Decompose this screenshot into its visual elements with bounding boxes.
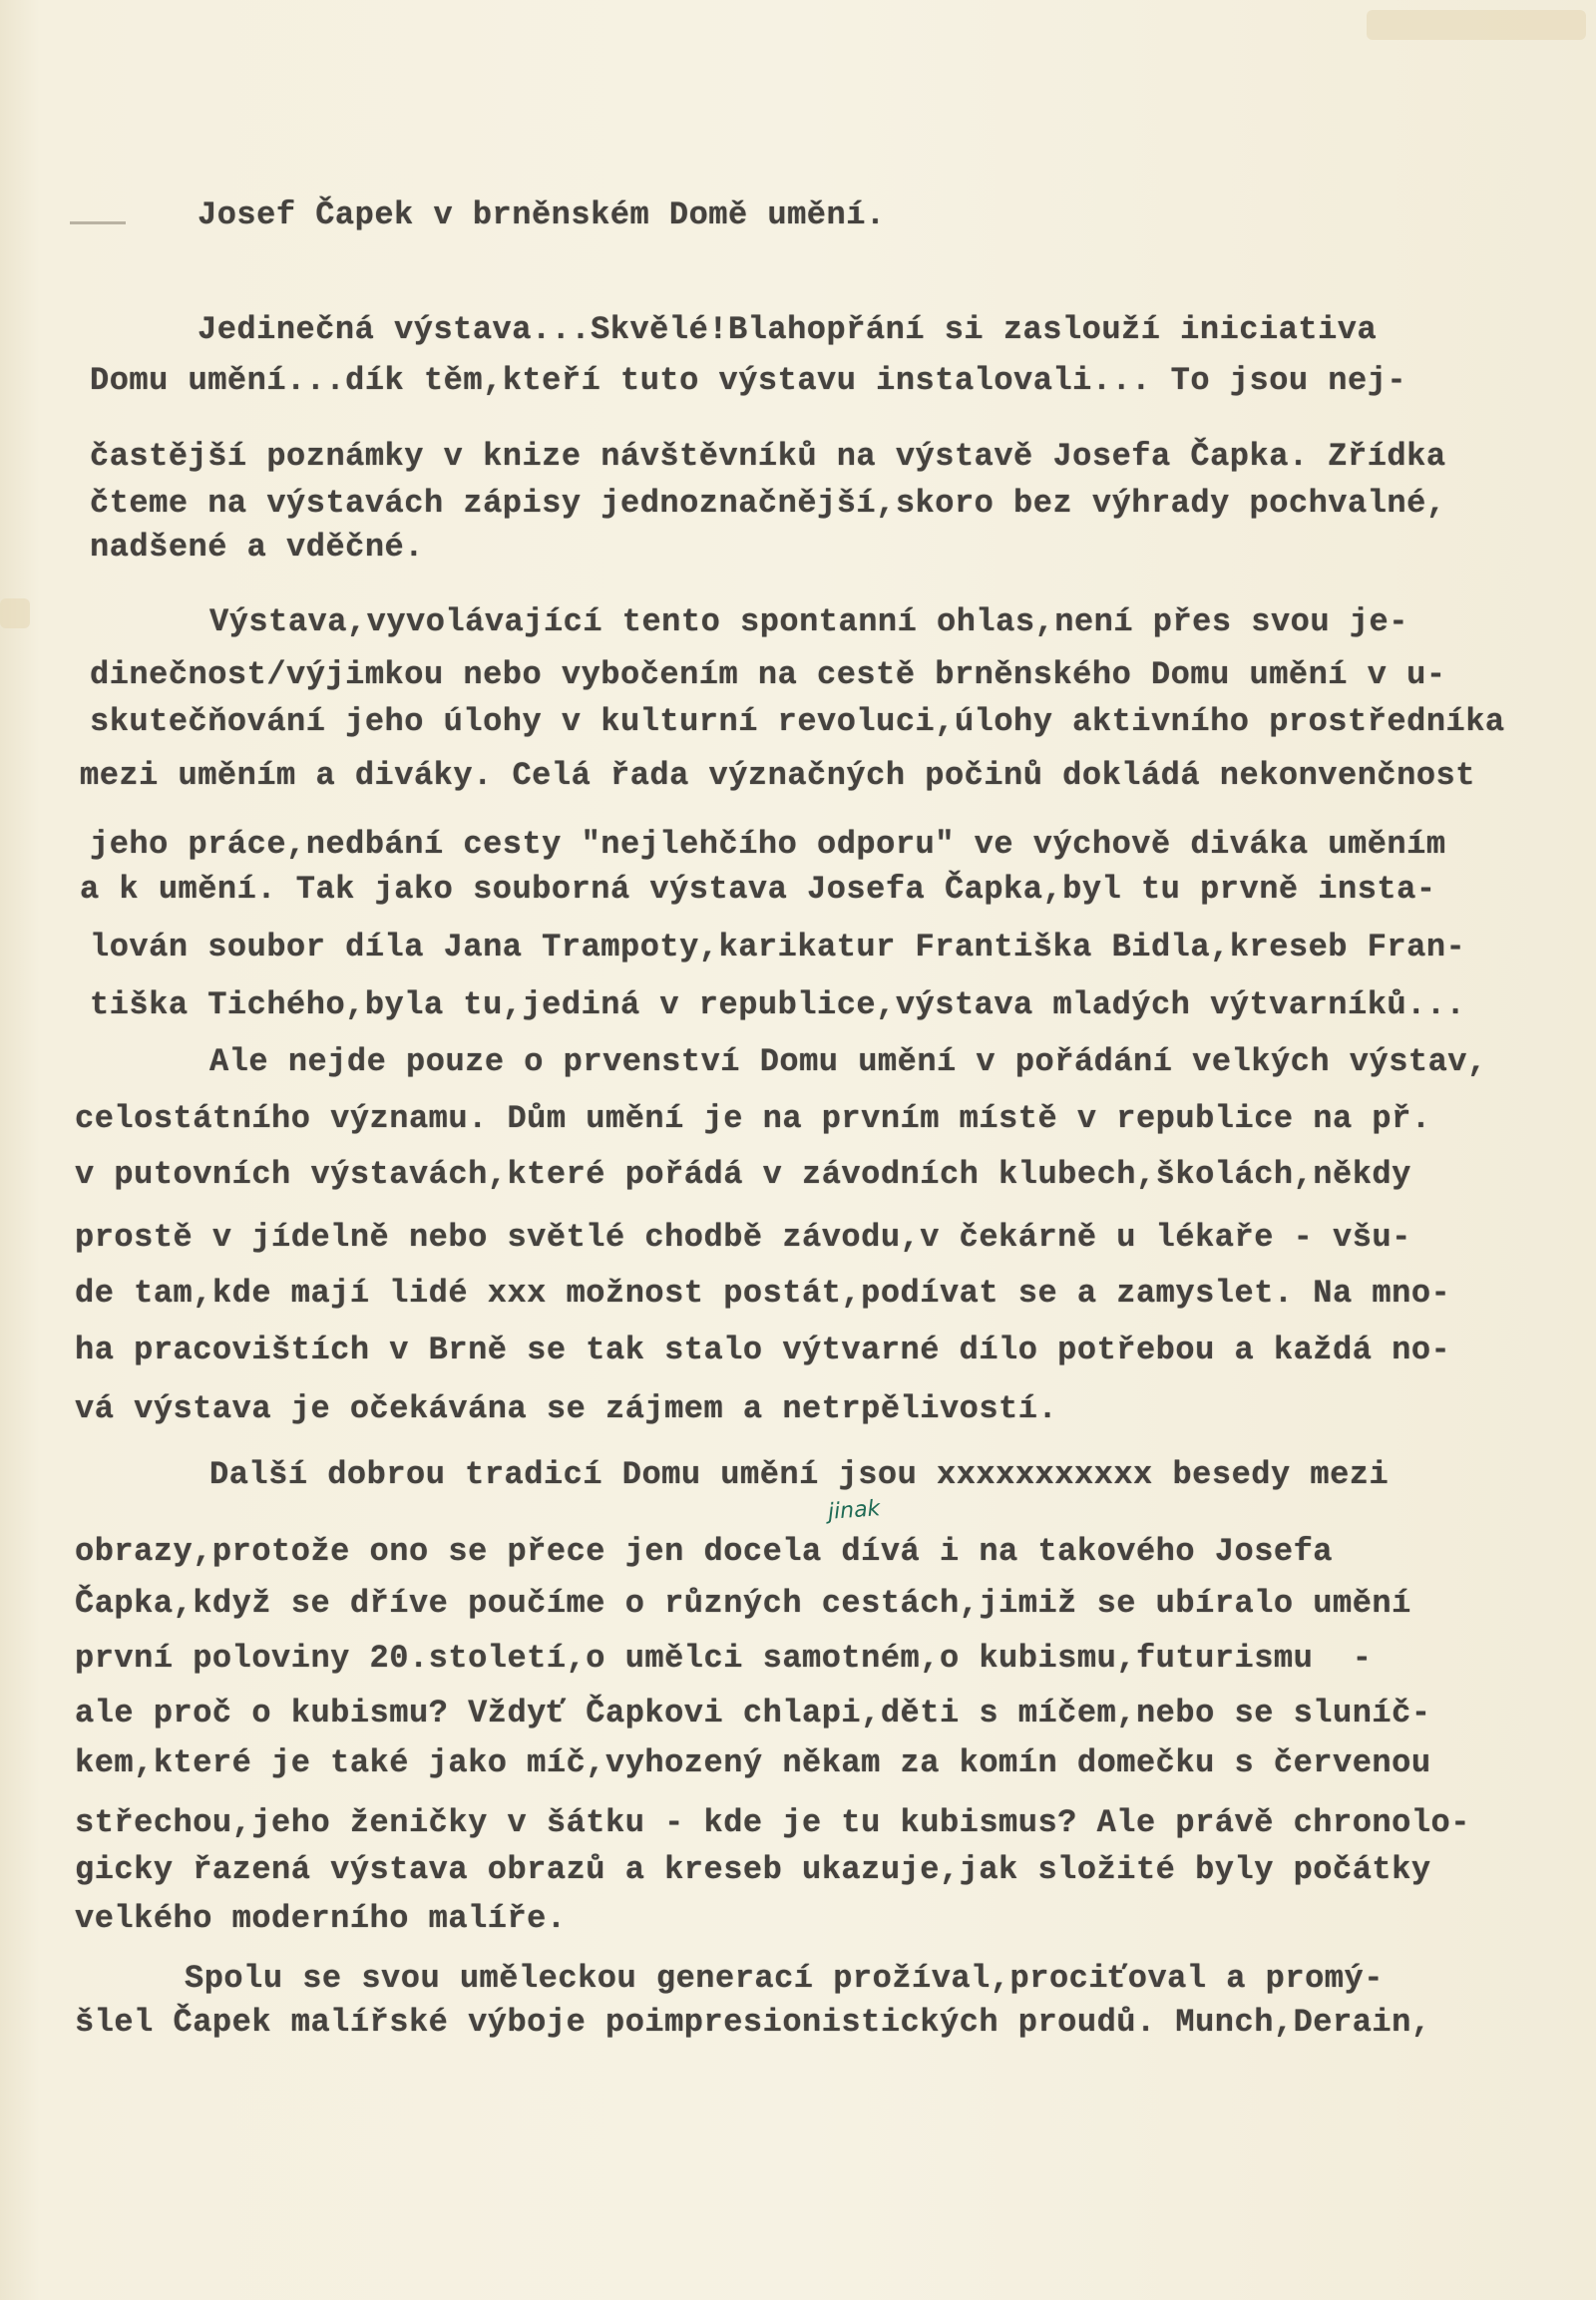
- text-line: mezi uměním a diváky. Celá řada význačných počinů dokládá nekonvenčnost: [80, 757, 1475, 794]
- text-line: ale proč o kubismu? Vždyť Čapkovi chlapi,děti s míčem,nebo se sluníč-: [75, 1695, 1431, 1731]
- text-line: prostě v jídelně nebo světlé chodbě závodu,v čekárně u lékaře - všu-: [75, 1219, 1411, 1256]
- text-line: první poloviny 20.století,o umělci samotném,o kubismu,futurismu -: [75, 1640, 1373, 1677]
- text-line: Spolu se svou uměleckou generací prožíval,prociťoval a promý-: [185, 1960, 1384, 1997]
- handwritten-annotation: jinak: [827, 1496, 882, 1525]
- paper-stain: [0, 598, 30, 628]
- text-line: vá výstava je očekávána se zájmem a netrpělivostí.: [75, 1390, 1058, 1427]
- text-line: Další dobrou tradicí Domu umění jsou xxxxxxxxxxx besedy mezi: [209, 1456, 1390, 1493]
- text-line: střechou,jeho ženičky v šátku - kde je tu kubismus? Ale právě chronolo-: [75, 1804, 1470, 1841]
- text-line: jeho práce,nedbání cesty "nejlehčího odporu" ve výchově diváka uměním: [90, 826, 1446, 863]
- text-line: gicky řazená výstava obrazů a kreseb ukazuje,jak složité byly počátky: [75, 1851, 1431, 1888]
- text-line: čteme na výstavách zápisy jednoznačnější,skoro bez výhrady pochvalné,: [90, 485, 1446, 522]
- text-line: ha pracovištích v Brně se tak stalo výtvarné dílo potřebou a každá no-: [75, 1332, 1451, 1368]
- text-line: dinečnost/výjimkou nebo vybočením na cestě brněnského Domu umění v u-: [90, 656, 1446, 693]
- text-line: Ale nejde pouze o prvenství Domu umění v pořádání velkých výstav,: [209, 1043, 1487, 1080]
- text-line: celostátního významu. Dům umění je na prvním místě v republice na př.: [75, 1100, 1431, 1137]
- text-line: velkého moderního malíře.: [75, 1900, 567, 1937]
- text-line: skutečňování jeho úlohy v kulturní revoluci,úlohy aktivního prostředníka: [90, 703, 1505, 740]
- text-line: nadšené a vděčné.: [90, 529, 424, 566]
- text-line: častější poznámky v knize návštěvníků na výstavě Josefa Čapka. Zřídka: [90, 438, 1446, 475]
- text-line: de tam,kde mají lidé xxx možnost postát,podívat se a zamyslet. Na mno-: [75, 1275, 1451, 1312]
- text-line: v putovních výstavách,které pořádá v závodních klubech,školách,někdy: [75, 1156, 1411, 1193]
- text-line: a k umění. Tak jako souborná výstava Josefa Čapka,byl tu prvně insta-: [80, 871, 1436, 908]
- text-line: tiška Tichého,byla tu,jediná v republice,výstava mladých výtvarníků...: [90, 986, 1466, 1023]
- text-line: Domu umění...dík těm,kteří tuto výstavu instalovali... To jsou nej-: [90, 362, 1407, 399]
- text-line: Čapka,když se dříve poučíme o různých cestách,jimiž se ubíralo umění: [75, 1585, 1411, 1622]
- text-line: šlel Čapek malířské výboje poimpresionistických proudů. Munch,Derain,: [75, 2004, 1431, 2041]
- text-line: Jedinečná výstava...Skvělé!Blahopřání si zaslouží iniciativa: [198, 311, 1378, 348]
- text-line: lován soubor díla Jana Trampoty,karikatur Františka Bidla,kreseb Fran-: [90, 929, 1466, 965]
- text-line: obrazy,protože ono se přece jen docela dívá i na takového Josefa: [75, 1533, 1333, 1570]
- text-line: Výstava,vyvolávající tento spontanní ohlas,není přes svou je-: [209, 603, 1408, 640]
- text-line: kem,které je také jako míč,vyhozený někam za komín domečku s červenou: [75, 1744, 1431, 1781]
- document-title: Josef Čapek v brněnském Domě umění.: [198, 196, 886, 233]
- margin-dash: [70, 221, 126, 224]
- paper-stain: [1367, 10, 1586, 40]
